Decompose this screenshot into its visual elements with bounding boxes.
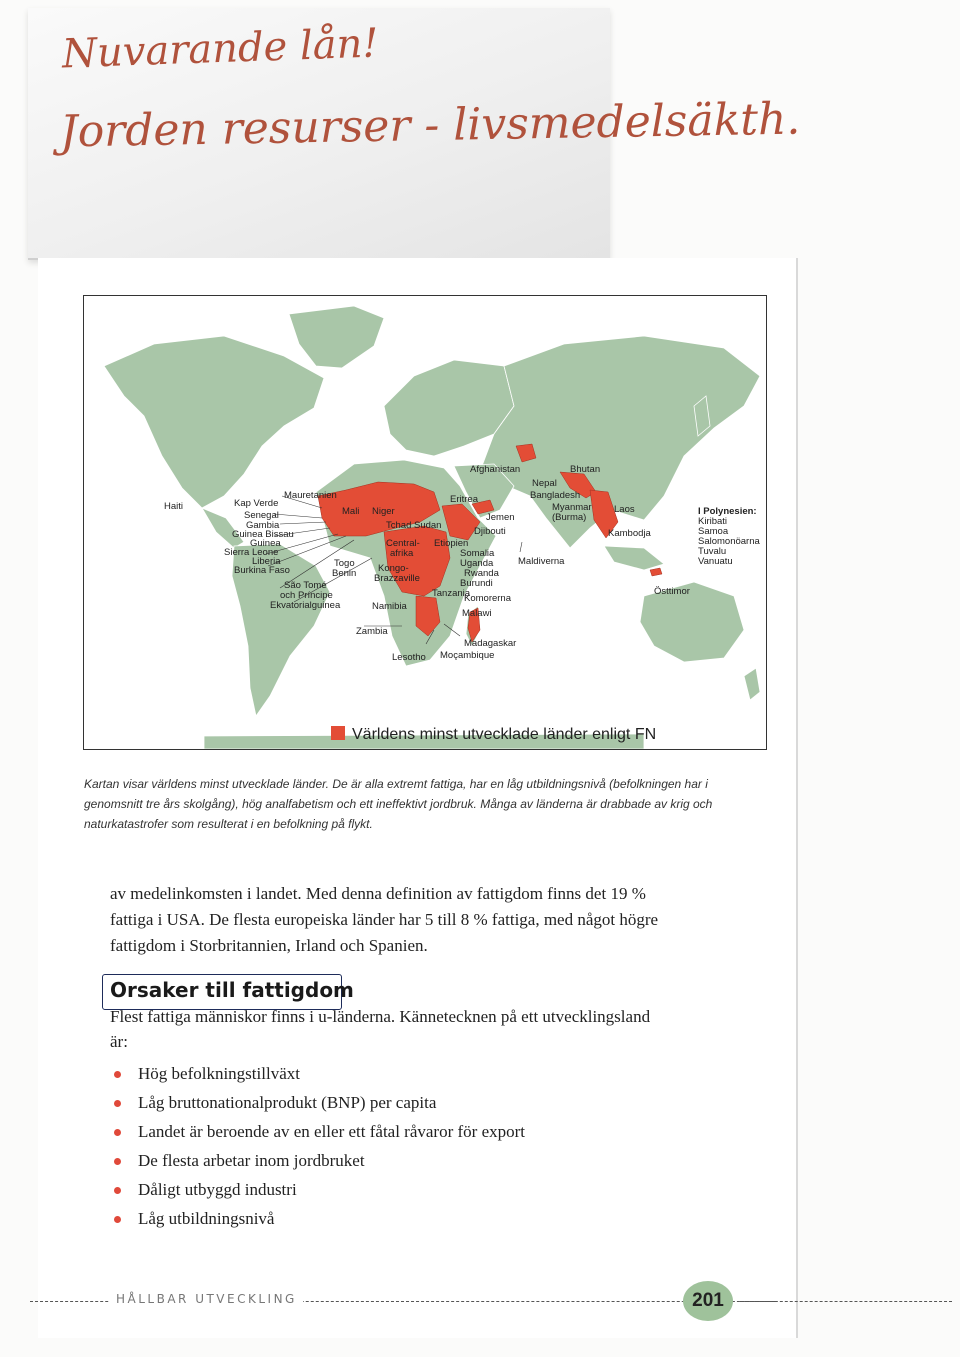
page-number-badge: 201 [683, 1281, 733, 1321]
label-tchad: Tchad [386, 520, 412, 531]
label-liberia: Liberia [252, 556, 281, 567]
label-centralafrika-2: afrika [390, 548, 414, 559]
landmass-greenland [289, 306, 384, 368]
paragraph-1: av medelinkomsten i landet. Med denna definition av fattigdom finns det 19 % fattiga i USA. De flesta europeiska länder har 5 till 8 % fattiga, med något högre fattigdom i Storbritannien, Irland och Spanien. [110, 884, 659, 955]
bullet-item: Landet är beroende av en eller ett fåtal råvaror för export [110, 1117, 525, 1146]
label-sao-tome-2: och Príncipe [280, 590, 333, 601]
map-caption: Kartan visar världens minst utvecklade länder. De är alla extremt fattiga, har en låg utbildningsnivå (befolkningen har i genomsnitt tre års skolgång), hög analfabetism och ett ineffektivt jordbruk. Många av länderna är drabbade av krig och naturkatastrofer som resulterat i en befolkning på flykt. [84, 777, 713, 831]
label-lesotho: Lesotho [392, 652, 426, 663]
ldc-timor [650, 568, 662, 576]
label-sudan: Sudan [414, 520, 442, 531]
label-komorerna: Komorerna [464, 593, 511, 604]
label-etiopien: Etiopien [434, 538, 469, 549]
world-map-svg [84, 296, 766, 749]
label-bangladesh: Bangladesh [530, 490, 581, 501]
label-guinea-bissau: Guinea Bissau [232, 529, 294, 540]
label-uganda: Uganda [460, 558, 494, 569]
label-somalia: Somalia [460, 548, 495, 559]
label-bhutan: Bhutan [570, 464, 601, 475]
handwritten-note-line-2: Jorden resurser - livsmedelsäkth. [59, 93, 801, 158]
label-malawi: Malawi [462, 608, 492, 619]
label-namibia: Namibia [372, 601, 407, 612]
paragraph-2: Flest fattiga människor finns i u-länderna. Kännetecknen på ett utvecklingsland är: [110, 1007, 651, 1051]
label-rwanda: Rwanda [464, 568, 499, 579]
label-mocambique: Moçambique [440, 650, 495, 661]
bullet-item: Hög befolkningstillväxt [110, 1059, 525, 1088]
label-maldiverna: Maldiverna [518, 556, 565, 567]
legend-swatch [331, 726, 345, 740]
bullet-item: De flesta arbetar inom jordbruket [110, 1146, 525, 1175]
label-benin: Benin [332, 568, 357, 579]
label-samoa: Samoa [698, 526, 729, 537]
label-senegal: Senegal [244, 510, 279, 521]
label-haiti: Haiti [164, 501, 184, 512]
label-salomonoarna: Salomonöarna [698, 536, 760, 547]
label-laos: Laos [614, 504, 635, 515]
label-kongo-1: Kongo- [378, 563, 409, 574]
label-afghanistan: Afghanistan [470, 464, 521, 475]
label-nepal: Nepal [532, 478, 557, 489]
label-centralafrika-1: Central- [386, 538, 420, 549]
world-map [83, 295, 767, 750]
section-heading: Orsaker till fattigdom [110, 978, 354, 1002]
handwritten-note-line-1: Nuvarande lån! [61, 20, 380, 78]
label-osttimor: Östtimor [654, 586, 690, 597]
label-mali: Mali [342, 506, 360, 517]
label-niger: Niger [372, 506, 395, 517]
label-sierra-leone: Sierra Leone [224, 547, 279, 558]
label-madagaskar: Madagaskar [464, 638, 517, 649]
label-eritrea: Eritrea [450, 494, 478, 505]
label-burundi: Burundi [460, 578, 493, 589]
label-burkina-faso: Burkina Faso [234, 565, 290, 576]
bullet-item: Dåligt utbyggd industri [110, 1175, 525, 1204]
label-vanuatu: Vanuatu [698, 556, 733, 567]
label-kongo-2: Brazzaville [374, 573, 420, 584]
bullet-item: Låg utbildningsnivå [110, 1204, 525, 1233]
label-tuvalu: Tuvalu [698, 546, 727, 557]
label-jemen: Jemen [486, 512, 515, 523]
footer-rule-right [740, 1301, 952, 1302]
label-myanmar: Myanmar [552, 502, 592, 513]
label-togo: Togo [334, 558, 355, 569]
bullet-list [110, 1059, 525, 1233]
bullet-item: Låg bruttonationalprodukt (BNP) per capita [110, 1088, 525, 1117]
label-polynesien-title: I Polynesien: [698, 506, 757, 517]
label-burma: (Burma) [552, 512, 587, 523]
label-zambia: Zambia [356, 626, 388, 637]
label-gambia: Gambia [246, 520, 280, 531]
label-kiribati: Kiribati [698, 516, 728, 527]
legend-label: Världens minst utvecklade länder enligt FN [352, 726, 657, 743]
label-sao-tome-1: São Tomé [284, 580, 327, 591]
label-guinea: Guinea [250, 538, 281, 549]
label-djibouti: Djibouti [474, 526, 506, 537]
landmass-central-america [202, 508, 244, 548]
landmass-new-zealand [744, 668, 760, 700]
footer-section-title: HÅLLBAR UTVECKLING [110, 1292, 303, 1306]
label-mauretanien: Mauretanien [284, 490, 337, 501]
landmass-indonesia [604, 546, 664, 570]
label-kambodja: Kambodja [608, 528, 651, 539]
landmass-north-america [104, 336, 324, 508]
label-kap-verde: Kap Verde [234, 498, 279, 509]
label-ekvatorialguinea: Ekvatorialguinea [270, 600, 341, 611]
sticky-note [28, 8, 801, 260]
label-tanzania: Tanzania [432, 588, 471, 599]
